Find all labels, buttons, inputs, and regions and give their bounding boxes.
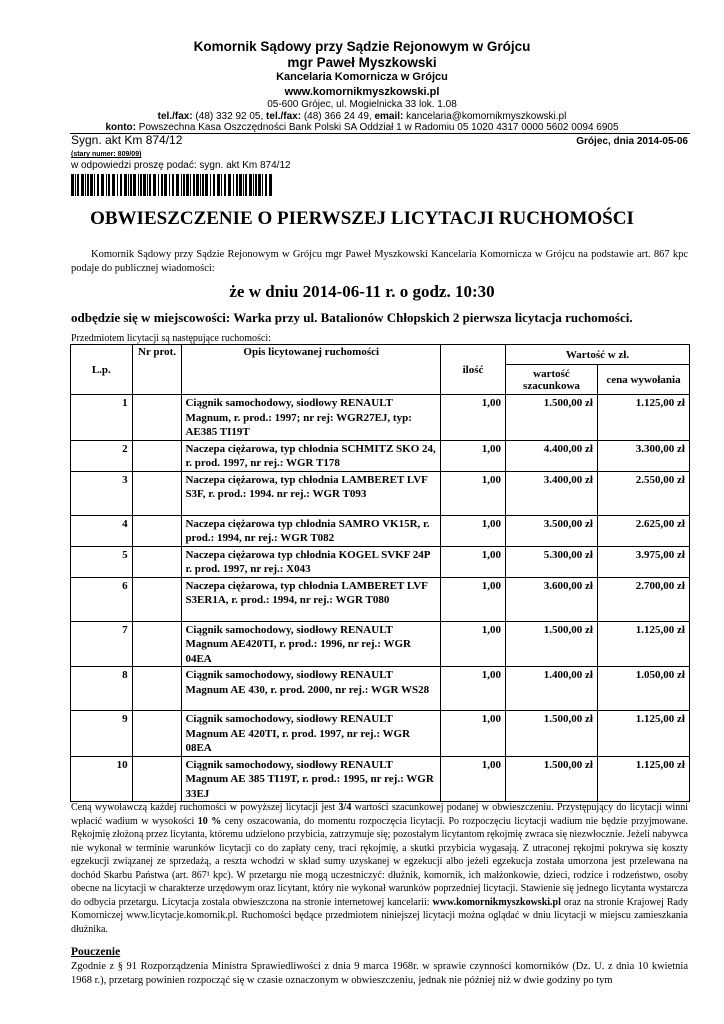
barcode-bar (176, 174, 179, 196)
row-description: Ciągnik samochodowy, siodłowy RENAULT Magnum AE420TI, r. prod.: 1996, nr rej.: WGR 04EA (182, 621, 441, 667)
header-protocol-number: Nr prot. (132, 345, 182, 395)
barcode-bar (106, 174, 107, 196)
barcode-icon (71, 174, 276, 196)
barcode-bar (117, 174, 118, 196)
barcode-bar (200, 174, 201, 196)
instruction-text: Zgodnie z § 91 Rozporządzenia Ministra Sprawiedliwości z dnia 9 marca 1968r. w sprawie czynności komorników (Dz. U. z dnia 10 kwietnia 1968 r.), przetarg powinien rozpocząć się w czasie oznaczonym w obwieszczeniu, jednak nie później niż w dwie godziny po tym (71, 961, 688, 986)
phone-label-1: tel./fax: (157, 111, 193, 122)
row-description: Naczepa ciężarowa typ chłodnia KOGEL SVKF 24P r. prod. 1997, nr rej.: X043 (182, 546, 441, 577)
row-description: Ciągnik samochodowy, siodłowy RENAULT Magnum, r. prod.: 1997; nr rej: WGR27EJ, typ: AE385 TI19T (182, 395, 441, 441)
row-quantity: 1,00 (441, 667, 506, 711)
barcode-bar (217, 174, 220, 196)
reply-reference-note: w odpowiedzi proszę podać: sygn. akt Km 874/12 (71, 160, 291, 171)
barcode-bar (255, 174, 257, 196)
row-protocol-number (132, 471, 182, 515)
row-estimated-value: 5.300,00 zł (505, 546, 597, 577)
terms-text-3: ceny oszacowania, do momentu rozpoczęcia licytacji. Po rozpoczęciu licytacji wadium nie będzie przyjmowane. Rękojmię złożoną przez licytanta, któremu udzielono przybicia, zatrzymuje się; pozostałym licytantom rękojmię zwraca się niezwłocznie. Jeżeli nabywca nie wykonał w terminie warunków licytacji co do zapłaty ceny, traci rękojmię, a skutki przybicia wygasają. Z utraconej rękojmi pokrywa się koszty egzekucji związanej ze sprzedażą, a reszta wchodzi w skład sumy uzyskanej w egzekucji albo jeżeli egzekucja została umorzona jest przelewana na dochód Skarbu Państwa (art. 867¹ kpc). W przetargu nie mogą uczestniczyć: dłużnik, komornik, ich małżonkowie, dzieci, rodzice i rodzeństwo, osoby obecne na licytacji w charakterze urzędowym oraz licytant, który nie wykonał warunków poprzedniej licytacji. Stawienie się jednego licytanta wystarcza do odbycia przetargu. Licytacja zostala obwieszczona na stronie internetowej kancelarii: (71, 815, 689, 908)
barcode-bar (181, 174, 182, 196)
barcode-bar (138, 174, 139, 196)
table-row (71, 515, 690, 546)
row-estimated-value: 3.500,00 zł (505, 515, 597, 546)
barcode-bar (228, 174, 231, 196)
phone-1: (48) 332 92 05, (192, 111, 267, 122)
barcode-bar (164, 174, 167, 196)
barcode-bar (172, 174, 174, 196)
intro-paragraph: Komornik Sądowy przy Sądzie Rejonowym w Grójcu mgr Paweł Myszkowski Kancelaria Komornicza w Grójcu na podstawie art. 867 kpc podaje do publicznej wiadomości: (71, 249, 688, 274)
row-protocol-number (132, 711, 182, 757)
barcode-bar (130, 174, 132, 196)
account-label: konto: (105, 122, 136, 133)
terms-ratio: 3/4 (338, 802, 352, 813)
header-description: Opis licytowanej ruchomości (182, 345, 441, 395)
row-estimated-value: 3.400,00 zł (505, 471, 597, 515)
row-description: Naczepa ciężarowa typ chłodnia SAMRO VK15R, r. prod.: 1994, nr rej.: WGR T082 (182, 515, 441, 546)
website: www.komornikmyszkowski.pl (284, 86, 440, 98)
row-starting-price: 1.125,00 zł (597, 621, 689, 667)
auction-items-table (70, 344, 690, 802)
address: 05-600 Grójec, ul. Mogielnicka 33 lok. 1.08 (267, 99, 457, 110)
row-quantity: 1,00 (441, 546, 506, 577)
bailiff-office-name: Komornik Sądowy przy Sądzie Rejonowym w Grójcu (193, 39, 531, 54)
row-quantity: 1,00 (441, 621, 506, 667)
barcode-bar (239, 174, 242, 196)
row-protocol-number (132, 621, 182, 667)
terms-text-2: wartości szacunkowej podanej w obwieszczeniu. Przystępujący do licytacji winni wpłacić wadium w wysokości (71, 802, 689, 827)
row-estimated-value: 1.500,00 zł (505, 621, 597, 667)
barcode-bar (205, 174, 208, 196)
barcode-bar (120, 174, 122, 196)
row-estimated-value: 4.400,00 zł (505, 440, 597, 471)
barcode-bar (90, 174, 93, 196)
row-estimated-value: 1.400,00 zł (505, 667, 597, 711)
barcode-bar (253, 174, 254, 196)
barcode-bar (153, 174, 156, 196)
barcode-bar (202, 174, 204, 196)
barcode-bar (75, 174, 76, 196)
barcode-bar (85, 174, 86, 196)
row-starting-price: 2.625,00 zł (597, 515, 689, 546)
header-quantity: ilość (441, 345, 506, 395)
row-starting-price: 2.550,00 zł (597, 471, 689, 515)
row-protocol-number (132, 546, 182, 577)
table-intro: Przedmiotem licytacji są następujące ruchomości: (71, 333, 271, 344)
items-table-body (71, 395, 690, 802)
row-estimated-value: 1.500,00 zł (505, 395, 597, 441)
row-quantity: 1,00 (441, 756, 506, 802)
barcode-bar (186, 174, 189, 196)
barcode-bar (149, 174, 151, 196)
row-quantity: 1,00 (441, 711, 506, 757)
barcode-bar (161, 174, 163, 196)
barcode-bar (112, 174, 115, 196)
row-lp: 8 (71, 667, 133, 711)
table-row (71, 577, 690, 621)
row-starting-price: 1.050,00 zł (597, 667, 689, 711)
barcode-bar (265, 174, 267, 196)
barcode-bar (169, 174, 170, 196)
barcode-bar (243, 174, 244, 196)
row-quantity: 1,00 (441, 515, 506, 546)
barcode-bar (258, 174, 261, 196)
row-description: Ciągnik samochodowy, siodłowy RENAULT Magnum AE 385 TI19T, r. prod.: 1995, nr rej.: WGR 33EJ (182, 756, 441, 802)
barcode-bar (183, 174, 185, 196)
table-row (71, 395, 690, 441)
row-description: Naczepa ciężarowa, typ chłodnia LAMBERET LVF S3F, r. prod.: 1994. nr rej.: WGR T093 (182, 471, 441, 515)
row-lp: 3 (71, 471, 133, 515)
row-estimated-value: 1.500,00 zł (505, 756, 597, 802)
row-estimated-value: 3.600,00 zł (505, 577, 597, 621)
row-estimated-value: 1.500,00 zł (505, 711, 597, 757)
barcode-bar (190, 174, 191, 196)
bailiff-name: mgr Paweł Myszkowski (287, 55, 437, 70)
row-protocol-number (132, 395, 182, 441)
row-starting-price: 1.125,00 zł (597, 711, 689, 757)
header-estimated-value: wartość szacunkowa (505, 365, 597, 395)
row-protocol-number (132, 667, 182, 711)
row-protocol-number (132, 515, 182, 546)
row-description: Naczepa ciężarowa, typ chłodnia LAMBERET LVF S3ER1A, r. prod.: 1994, nr rej.: WGR T080 (182, 577, 441, 621)
row-starting-price: 1.125,00 zł (597, 395, 689, 441)
old-case-number: (stary numer: 809/09) (71, 151, 142, 158)
header-starting-price: cena wywołania (597, 365, 689, 395)
terms-text-4: oraz na stronie Krajowej Rady Komorniczej www.licytacje.komornik.pl. Ruchomości będące przedmiotem niniejszej licytacji można oglądać w dniu licytacji w miejscu zamieszkania dłużnika. (71, 896, 689, 935)
contact-line (0, 111, 724, 122)
chancellery-name: Kancelaria Komornicza w Grójcu (276, 71, 448, 83)
row-description: Ciągnik samochodowy, siodłowy RENAULT Magnum AE 430, r. prod. 2000, nr rej.: WGR WS28 (182, 667, 441, 711)
table-row (71, 756, 690, 802)
barcode-bar (245, 174, 247, 196)
barcode-bar (224, 174, 226, 196)
email-label: email: (374, 111, 404, 122)
row-description: Ciągnik samochodowy, siodłowy RENAULT Magnum AE 420TI, r. prod. 1997, nr rej.: WGR 08EA (182, 711, 441, 757)
row-lp: 1 (71, 395, 133, 441)
row-protocol-number (132, 440, 182, 471)
row-protocol-number (132, 756, 182, 802)
row-lp: 9 (71, 711, 133, 757)
barcode-bar (101, 174, 104, 196)
row-protocol-number (132, 577, 182, 621)
account-number: Powszechna Kasa Oszczędności Bank Polski SA Oddział 1 w Radomiu 05 1020 4317 0000 5602 0094 6905 (136, 122, 619, 133)
phone-label-2: tel./fax: (266, 111, 302, 122)
barcode-bar (71, 174, 74, 196)
barcode-bar (94, 174, 95, 196)
row-lp: 10 (71, 756, 133, 802)
table-row (71, 667, 690, 711)
row-starting-price: 3.300,00 zł (597, 440, 689, 471)
barcode-bar (233, 174, 234, 196)
barcode-bar (158, 174, 159, 196)
barcode-bar (147, 174, 148, 196)
table-row (71, 440, 690, 471)
row-starting-price: 3.975,00 zł (597, 546, 689, 577)
table-row (71, 621, 690, 667)
row-lp: 6 (71, 577, 133, 621)
table-row (71, 711, 690, 757)
barcode-bar (108, 174, 110, 196)
barcode-bar (193, 174, 195, 196)
row-quantity: 1,00 (441, 395, 506, 441)
auction-location: odbędzie się w miejscowości: Warka przy ul. Batalionów Chłopskich 2 pierwsza licytacja ruchomości. (71, 310, 633, 325)
barcode-bar (97, 174, 99, 196)
auction-date-time: że w dniu 2014-06-11 r. o godz. 10:30 (229, 282, 495, 301)
row-description: Naczepa ciężarowa, typ chłodnia SCHMITZ SKO 24, r. prod. 1997, nr rej.: WGR T178 (182, 440, 441, 471)
terms-deposit-percent: 10 % (197, 815, 222, 827)
barcode-bar (196, 174, 199, 196)
case-signature: Sygn. akt Km 874/12 (71, 133, 183, 147)
barcode-bar (133, 174, 136, 196)
table-row (71, 546, 690, 577)
barcode-bar (249, 174, 252, 196)
document-date: Grójec, dnia 2014-05-06 (576, 136, 688, 147)
bank-account-line (0, 122, 724, 133)
header-value-group: Wartość w zł. (505, 345, 689, 365)
barcode-bar (213, 174, 215, 196)
barcode-bar (140, 174, 142, 196)
barcode-bar (262, 174, 263, 196)
barcode-bar (87, 174, 89, 196)
terms-website: www.komornikmyszkowski.pl (432, 896, 561, 908)
table-row (71, 471, 690, 515)
barcode-bar (128, 174, 129, 196)
row-quantity: 1,00 (441, 471, 506, 515)
barcode-bar (236, 174, 238, 196)
barcode-bar (269, 174, 272, 196)
row-quantity: 1,00 (441, 440, 506, 471)
phone-2: (48) 366 24 49, (301, 111, 375, 122)
row-starting-price: 2.700,00 zł (597, 577, 689, 621)
terms-text-1: Ceną wywoławczą każdej ruchomości w powyższej licytacji jest (71, 802, 339, 813)
header-lp: L.p. (71, 345, 133, 395)
row-lp: 2 (71, 440, 133, 471)
barcode-bar (81, 174, 84, 196)
instruction-heading: Pouczenie (71, 946, 121, 958)
barcode-bar (124, 174, 127, 196)
email: kancelaria@komornikmyszkowski.pl (403, 111, 567, 122)
row-quantity: 1,00 (441, 577, 506, 621)
barcode-bar (77, 174, 79, 196)
row-lp: 5 (71, 546, 133, 577)
auction-terms-paragraph (71, 801, 688, 936)
barcode-bar (143, 174, 146, 196)
row-lp: 4 (71, 515, 133, 546)
row-starting-price: 1.125,00 zł (597, 756, 689, 802)
barcode-bar (210, 174, 211, 196)
barcode-bar (221, 174, 222, 196)
notice-title: OBWIESZCZENIE O PIERWSZEJ LICYTACJI RUCHOMOŚCI (90, 208, 634, 229)
row-lp: 7 (71, 621, 133, 667)
